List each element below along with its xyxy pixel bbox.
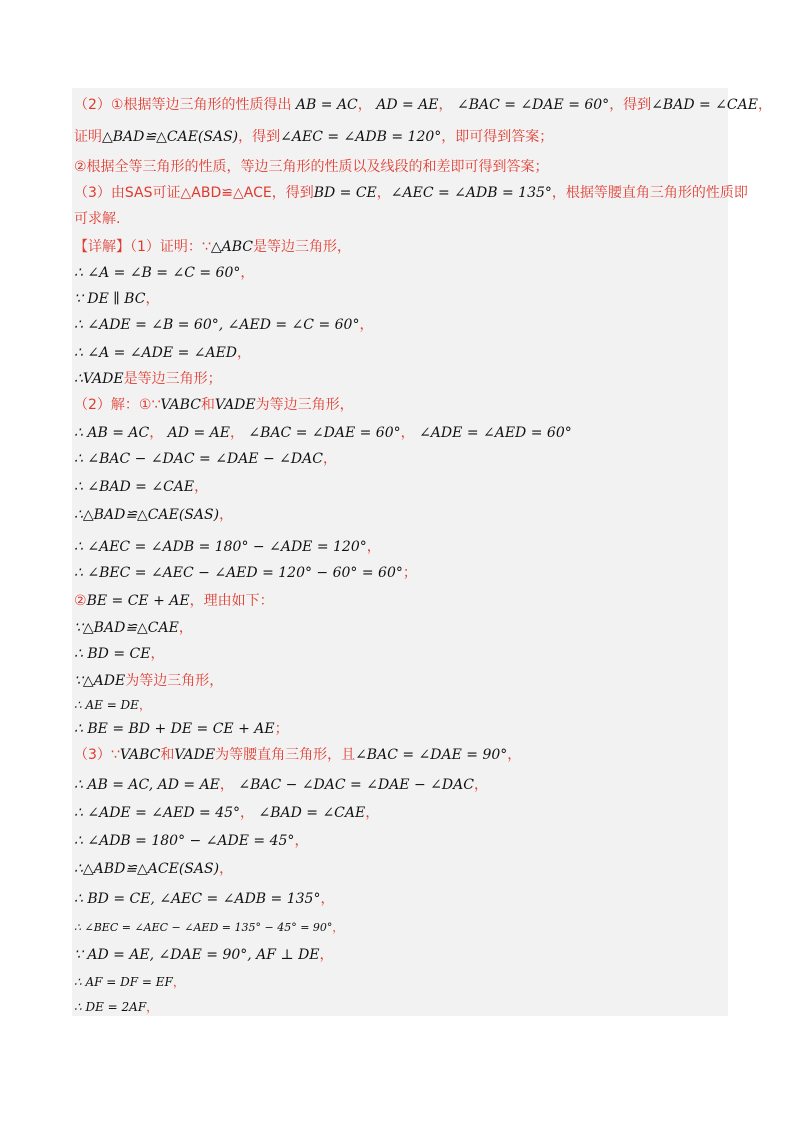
text-line: ∴ ∠AEC = ∠ADB = 180° − ∠ADE = 120°， (74, 539, 381, 555)
text-line: ∴ ∠ADB = 180° − ∠ADE = 45°， (74, 833, 309, 849)
text-line: （2）①根据等边三角形的性质得出 AB = AC， AD = AE， ∠BAC = ∠DAE = 60°，得到∠BAD = ∠CAE， (74, 97, 772, 113)
text-line: ∵ AD = AE, ∠DAE = 90°, AF ⊥ DE， (74, 947, 334, 963)
text-line: 可求解. (74, 211, 121, 227)
text-line: ∴ DE = 2AF， (74, 1000, 159, 1014)
text-line: ∴ ∠BEC = ∠AEC − ∠AED = 135° − 45° = 90°， (74, 921, 344, 934)
text-line: ∴ AF = DF = EF， (74, 975, 185, 989)
text-line: ∴ ∠A = ∠B = ∠C = 60°， (74, 265, 255, 281)
text-line: （3）∵VABC和VADE为等腰直角三角形，且∠BAC = ∠DAE = 90°， (74, 747, 522, 763)
text-line: ∵△ADE为等边三角形， (74, 673, 224, 689)
text-line: ②BE = CE + AE，理由如下： (74, 593, 274, 609)
text-line: ②根据全等三角形的性质，等边三角形的性质以及线段的和差即可得到答案； (74, 159, 549, 175)
text-line: ∴ AB = AC， AD = AE， ∠BAC = ∠DAE = 60°， ∠ADE = ∠AED = 60° (74, 425, 572, 441)
text-line: ∴△ABD≌△ACE(SAS)， (74, 861, 234, 877)
text-line: 【详解】（1）证明：∵△ABC是等边三角形， (74, 239, 351, 255)
text-line: （3）由SAS可证△ABD≌△ACE，得到BD = CE，∠AEC = ∠ADB = 135°，根据等腰直角三角形的性质即 (74, 185, 748, 201)
text-line: ∴ ∠ADE = ∠B = 60°, ∠AED = ∠C = 60°， (74, 317, 374, 333)
text-line: ∴ ∠BAC − ∠DAC = ∠DAE − ∠DAC， (74, 451, 337, 467)
text-line: ∴ BE = BD + DE = CE + AE； (74, 721, 289, 737)
text-line: ∴ ∠A = ∠ADE = ∠AED， (74, 345, 252, 361)
text-line: ∴ BD = CE, ∠AEC = ∠ADB = 135°， (74, 891, 335, 907)
text-line: ∴ BD = CE， (74, 646, 165, 662)
text-line: ∵△BAD≌△CAE， (74, 620, 193, 636)
text-line: ∴ ∠BAD = ∠CAE， (74, 479, 209, 495)
text-line: ∵ DE ∥ BC， (74, 291, 160, 307)
text-line: 证明△BAD≌△CAE(SAS)，得到∠AEC = ∠ADB = 120°，即可得到答案； (74, 129, 554, 145)
text-line: ∴ AB = AC, AD = AE， ∠BAC − ∠DAC = ∠DAE − ∠DAC， (74, 777, 488, 793)
text-line: ∴ ∠BEC = ∠AEC − ∠AED = 120° − 60° = 60°； (74, 565, 417, 581)
text-line: ∴VADE是等边三角形； (74, 371, 222, 387)
text-line: ∴ AE = DE， (74, 698, 151, 712)
text-line: ∴ ∠ADE = ∠AED = 45°， ∠BAD = ∠CAE， (74, 805, 380, 821)
text-line: ∴△BAD≌△CAE(SAS)， (74, 507, 234, 523)
text-line: （2）解：①∵VABC和VADE为等边三角形， (74, 397, 354, 413)
